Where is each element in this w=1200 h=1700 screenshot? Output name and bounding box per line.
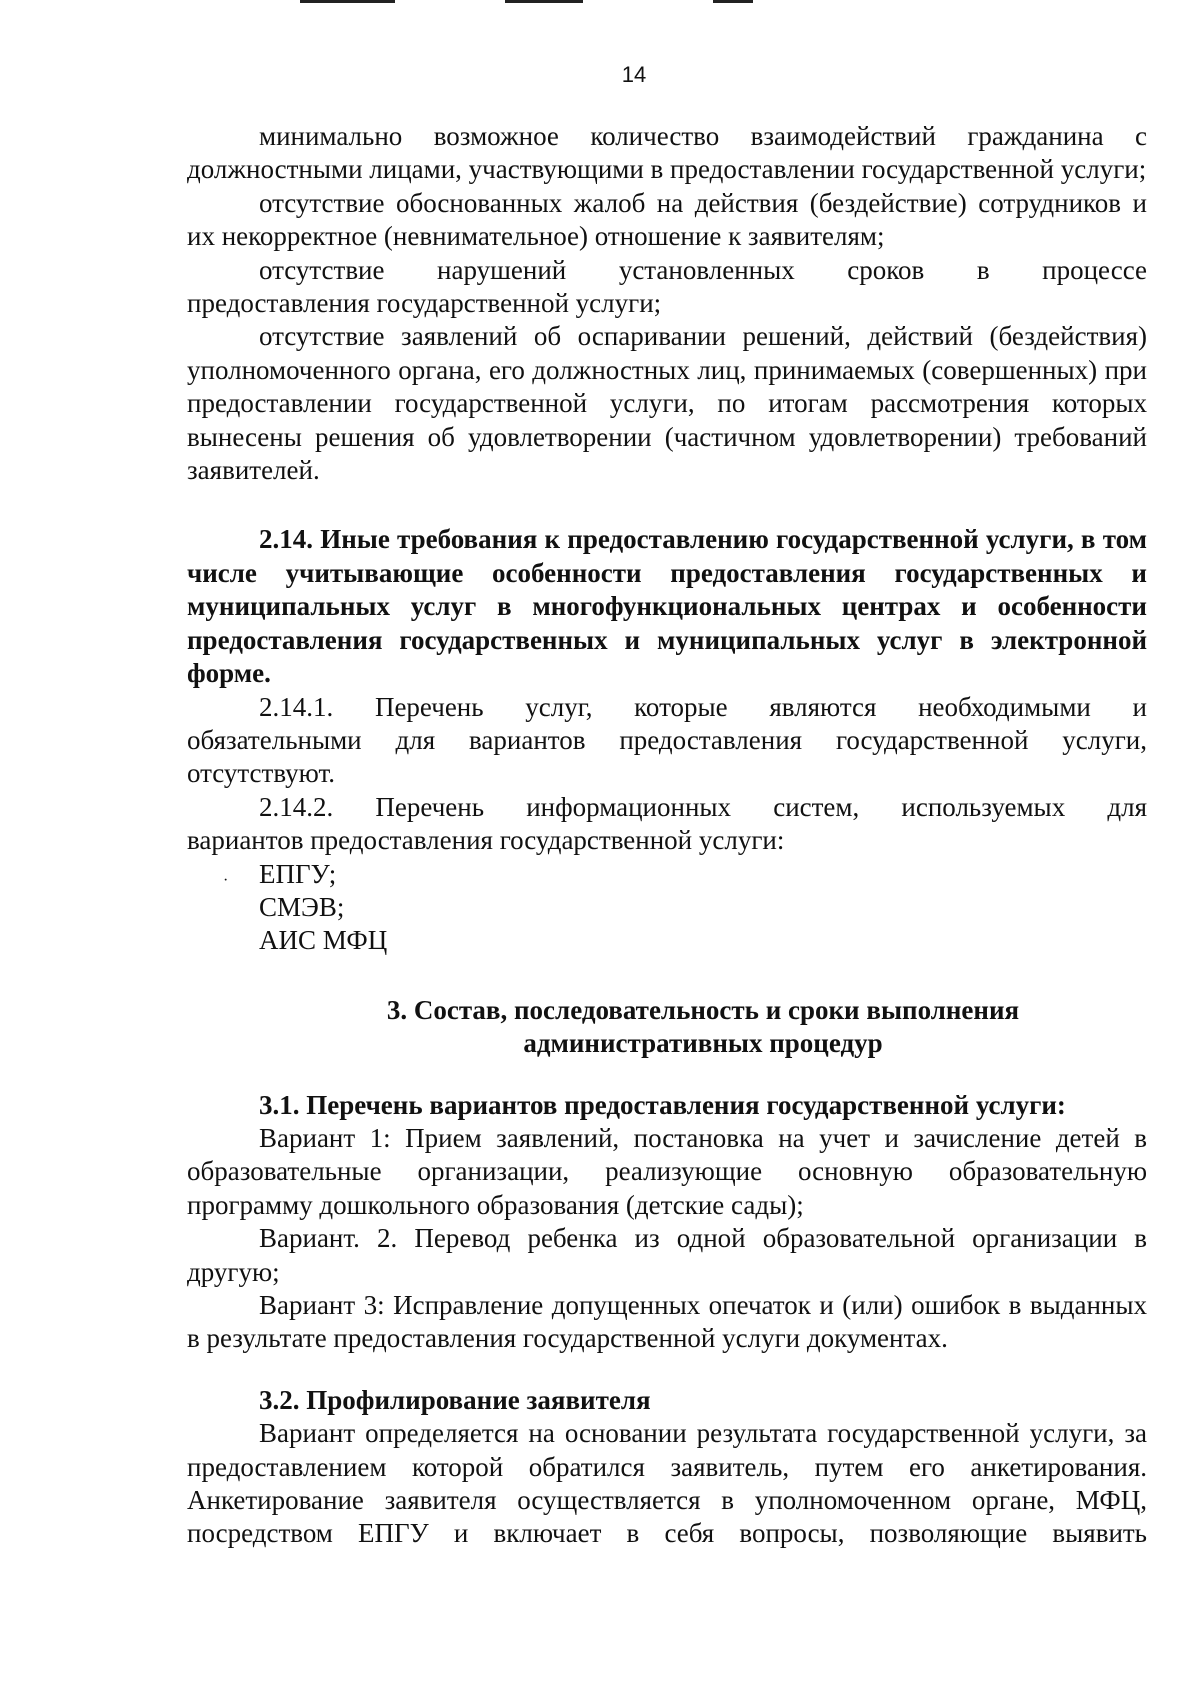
spacer <box>187 1356 1147 1384</box>
paragraph-2-14-1-rest: обязательными для вариантов предоставления государственной услуги, отсутствуют. <box>187 724 1147 789</box>
paragraph-deadlines-rest: предоставления государственной услуги; <box>187 288 662 319</box>
scan-dot: · <box>223 871 229 889</box>
list-item-ais-mfc: АИС МФЦ <box>259 925 388 956</box>
section-heading-3-line2: административных процедур <box>523 1028 883 1059</box>
spacer <box>187 1061 1147 1089</box>
paragraph-2-14-1-line1: 2.14.1. Перечень услуг, которые являются необходимыми и <box>259 691 1147 722</box>
paragraph-variant-2: Вариант. 2. Перевод ребенка из одной образовательной организации в другую; <box>187 1223 1147 1287</box>
section-heading-3-2: 3.2. Профилирование заявителя <box>259 1384 651 1415</box>
list-item-epgu: ЕПГУ; <box>259 858 337 889</box>
document-body <box>187 120 1147 1551</box>
list-item-smev: СМЭВ; <box>259 891 345 922</box>
paragraph-2-14-2-line1: 2.14.2. Перечень информационных систем, используемых для <box>259 791 1147 822</box>
paragraph-variant-3: Вариант 3: Исправление допущенных опечаток и (или) ошибок в выданных в результате предоставления государственной услуги документах. <box>187 1290 1147 1354</box>
scan-top-marks <box>0 0 1200 6</box>
paragraph-profiling: Вариант определяется на основании результата государственной услуги, за предоставлением которой обратился заявитель, путем его анкетирования. Анкетирование заявителя осуществляется в уполномоченном органе, МФЦ, посредством ЕПГУ и включает в себя вопросы, позволяющие выявить <box>187 1418 1147 1549</box>
paragraph-interactions-rest: должностными лицами, участвующими в предоставлении государственной услуги; <box>187 154 1147 185</box>
paragraph-2-14-2-rest: вариантов предоставления государственной услуги: <box>187 825 785 856</box>
scan-mark <box>505 0 583 3</box>
scan-mark <box>300 0 395 3</box>
spacer <box>187 958 1147 994</box>
paragraph-deadlines-line1: отсутствие нарушений установленных сроков в процессе <box>259 254 1147 285</box>
paragraph-complaints: отсутствие обоснованных жалоб на действия (бездействие) сотрудников и их некорректное (невнимательное) отношение к заявителям; <box>187 187 1147 252</box>
systems-list <box>187 858 1147 958</box>
scan-mark <box>713 0 753 3</box>
section-heading-2-14: 2.14. Иные требования к предоставлению государственной услуги, в том числе учитывающие особенности предоставления государственных и муниципальных услуг в многофункциональных центрах и особенности предоставления государственных и муниципальных услуг в электронной форме. <box>187 524 1147 689</box>
section-heading-3-1: 3.1. Перечень вариантов предоставления государственной услуги: <box>259 1089 1066 1120</box>
paragraph-interactions-line1: минимально возможное количество взаимодействий гражданина с <box>259 121 1147 151</box>
paragraph-disputes: отсутствие заявлений об оспаривании решений, действий (бездействия) уполномоченного органа, его должностных лиц, принимаемых (совершенных) при предоставлении государственной услуги, по итогам рассмотрения которых вынесены решения об удовлетворении (частичном удовлетворении) требований заявителей. <box>187 321 1147 486</box>
paragraph-variant-1: Вариант 1: Прием заявлений, постановка на учет и зачисление детей в образовательные организации, реализующие основную образовательную программу дошкольного образования (детские сады); <box>187 1122 1147 1220</box>
spacer <box>187 487 1147 523</box>
page-number: 14 <box>621 62 647 87</box>
section-heading-3-line1: 3. Состав, последовательность и сроки выполнения <box>386 994 1020 1025</box>
